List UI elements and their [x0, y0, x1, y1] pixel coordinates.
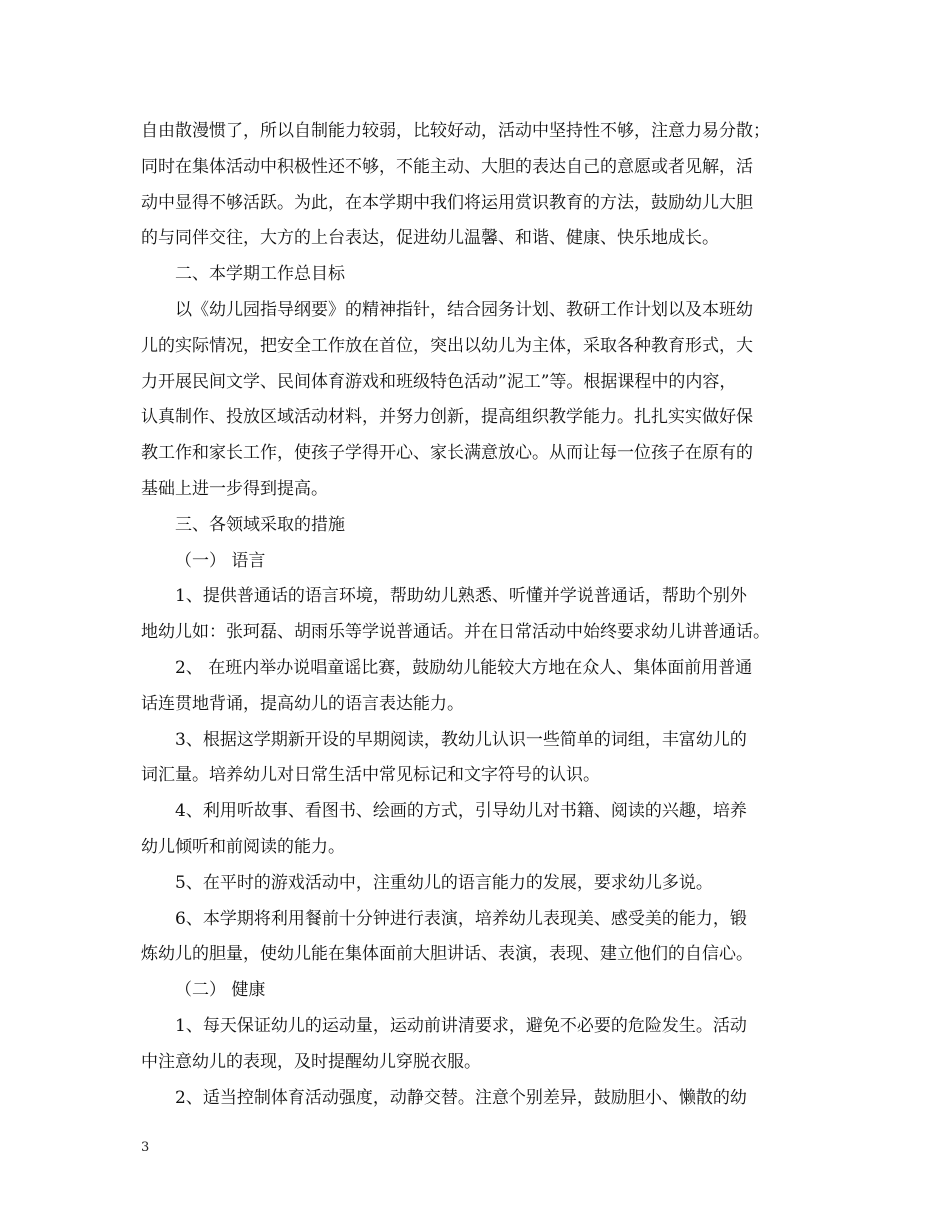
- text-line: 幼儿倾听和前阅读的能力。: [141, 836, 345, 857]
- section-heading: 三、各领域采取的措施: [175, 514, 345, 535]
- text-line: 词汇量。培养幼儿对日常生活中常见标记和文字符号的认识。: [141, 765, 600, 786]
- text-line: 4、利用听故事、看图书、绘画的方式，引导幼儿对书籍、阅读的兴趣，培养: [175, 801, 747, 822]
- text-line: 教工作和家长工作，使孩子学得开心、家长满意放心。从而让每一位孩子在原有的: [141, 443, 753, 464]
- text-line: 话连贯地背诵，提高幼儿的语言表达能力。: [141, 693, 464, 714]
- text-line: 2、适当控制体育活动强度，动静交替。注意个别差异，鼓励胆小、懒散的幼: [175, 1087, 747, 1108]
- text-line: 3、根据这学期新开设的早期阅读，教幼儿认识一些简单的词组，丰富幼儿的: [175, 729, 747, 750]
- text-line: 地幼儿如：张珂磊、胡雨乐等学说普通话。并在日常活动中始终要求幼儿讲普通话。: [141, 622, 770, 643]
- text-line: 认真制作、投放区域活动材料，并努力创新，提高组织教学能力。扎扎实实做好保: [141, 407, 753, 428]
- body-text: [141, 114, 813, 1116]
- subsection-heading: （一） 语言: [175, 550, 266, 571]
- text-line: 儿的实际情况，把安全工作放在首位，突出以幼儿为主体，采取各种教育形式，大: [141, 335, 753, 356]
- text-line: 炼幼儿的胆量，使幼儿能在集体面前大胆讲话、表演，表现、建立他们的自信心。: [141, 944, 753, 965]
- page-number: 3: [141, 1140, 150, 1155]
- text-line: 中注意幼儿的表现，及时提醒幼儿穿脱衣服。: [141, 1051, 481, 1072]
- text-line: 基础上进一步得到提高。: [141, 478, 328, 499]
- text-line: 自由散漫惯了，所以自制能力较弱，比较好动，活动中坚持性不够，注意力易分散；: [141, 121, 770, 141]
- text-line: 5、在平时的游戏活动中，注重幼儿的语言能力的发展，要求幼儿多说。: [175, 872, 713, 893]
- text-line: 同时在集体活动中积极性还不够，不能主动、大胆的表达自己的意愿或者见解，活: [141, 156, 753, 177]
- text-line: 的与同伴交往，大方的上台表达，促进幼儿温馨、和谐、健康、快乐地成长。: [141, 228, 719, 249]
- text-line: 动中显得不够活跃。为此，在本学期中我们将运用赏识教育的方法，鼓励幼儿大胆: [141, 192, 753, 213]
- section-heading: 二、本学期工作总目标: [175, 264, 345, 285]
- text-line: 1、每天保证幼儿的运动量，运动前讲清要求，避免不必要的危险发生。活动: [175, 1015, 747, 1036]
- text-line: 2、 在班内举办说唱童谣比赛，鼓励幼儿能较大方地在众人、集体面前用普通: [175, 657, 753, 678]
- text-line: 力开展民间文学、民间体育游戏和班级特色活动”泥工”等。根据课程中的内容，: [141, 371, 737, 392]
- subsection-heading: （二） 健康: [175, 980, 266, 1001]
- text-line: 以《幼儿园指导纲要》的精神指针，结合园务计划、教研工作计划以及本班幼: [175, 299, 753, 320]
- text-line: 1、提供普通话的语言环境，帮助幼儿熟悉、听懂并学说普通话，帮助个别外: [175, 586, 747, 607]
- text-line: 6、本学期将利用餐前十分钟进行表演，培养幼儿表现美、感受美的能力，锻: [175, 908, 747, 929]
